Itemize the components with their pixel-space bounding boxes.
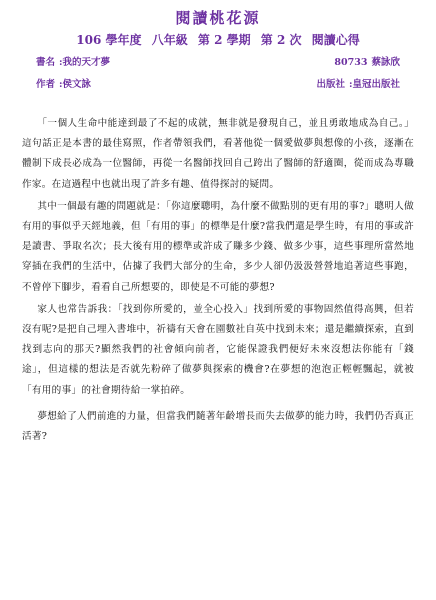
- essay-paragraph-1: 「一個人生命中能達到最了不起的成就，無非就是發現自己，並且勇敢地成為自己。」這句話正是本書的最佳寫照，作者帶領我們，看著他從一個愛做夢與想像的小孩，逐漸在體制下成長必成為一位醫師，再從一名醫師找回自己跨出了醫師的舒適圈，從而成為專職作家。在這過程中也就出現了許多有趣、值得探討的疑問。: [22, 118, 414, 190]
- essay-paragraph-3: 家人也常告訴我：「找到你所愛的，並全心投入」找到所愛的事物固然值得高興，但若沒有呢?是把自己埋入書堆中，祈禱有天會在園數社自英中找到未來；還是繼續探索，直到找到志向的那天?顯然我們的社會傾向前者，它能保證我們便好未來沒想法你能有「錢途」，但這樣的想法是否就先粉碎了做夢與探索的機會?在夢想的泡泡正輕輕飄起，就被「有用的事」的社會期待給一掌拍碎。: [22, 303, 414, 396]
- grade-level: 八年級: [151, 33, 188, 47]
- essay-body: [14, 114, 422, 447]
- publisher-label: 出版社: [316, 79, 345, 90]
- session-number: 第 2 次: [260, 33, 302, 47]
- student-id: 80733: [334, 57, 368, 68]
- book-title-field: [36, 56, 110, 70]
- author-name: :侯文詠: [59, 79, 92, 90]
- site-title: 閱讀桃花源: [175, 9, 261, 27]
- essay-paragraph-2: 其中一個最有趣的問題就是：「你這麼聰明，為什麼不做點別的更有用的事?」聰明人做有用的事似乎天經地義，但「有用的事」的標準是什麼?當我們還是學生時，有用的事或許是讀書、爭取名次；長大後有用的標準或許成了賺多少錢、做多少事，這些事理所當然地穿插在我們的生活中，佔據了我們大部分的生命，多少人卻仍汲汲營營地追著這些事跑，不曾停下腳步，看看自己所想要的，即使是不可能的夢想?: [22, 200, 414, 293]
- publisher-field: [316, 78, 400, 92]
- book-info-row: [14, 56, 422, 70]
- essay-paragraph-4: 夢想給了人們前進的力量，但當我們隨著年齡增長而失去做夢的能力時，我們仍否真正活著?: [22, 410, 414, 443]
- report-subtitle: [14, 32, 422, 48]
- book-label: 書名: [36, 57, 56, 68]
- report-type: 閱讀心得: [311, 33, 360, 47]
- author-field: [36, 78, 91, 92]
- publisher-name: :皇冠出版社: [348, 79, 400, 90]
- book-title: :我的天才夢: [59, 57, 111, 68]
- author-label: 作者: [36, 79, 56, 90]
- student-field: [334, 56, 400, 70]
- semester: 第 2 學期: [197, 33, 251, 47]
- author-info-row: [14, 78, 422, 92]
- school-year: 106 學年度: [76, 33, 142, 47]
- student-name: 蔡詠欣: [371, 57, 400, 68]
